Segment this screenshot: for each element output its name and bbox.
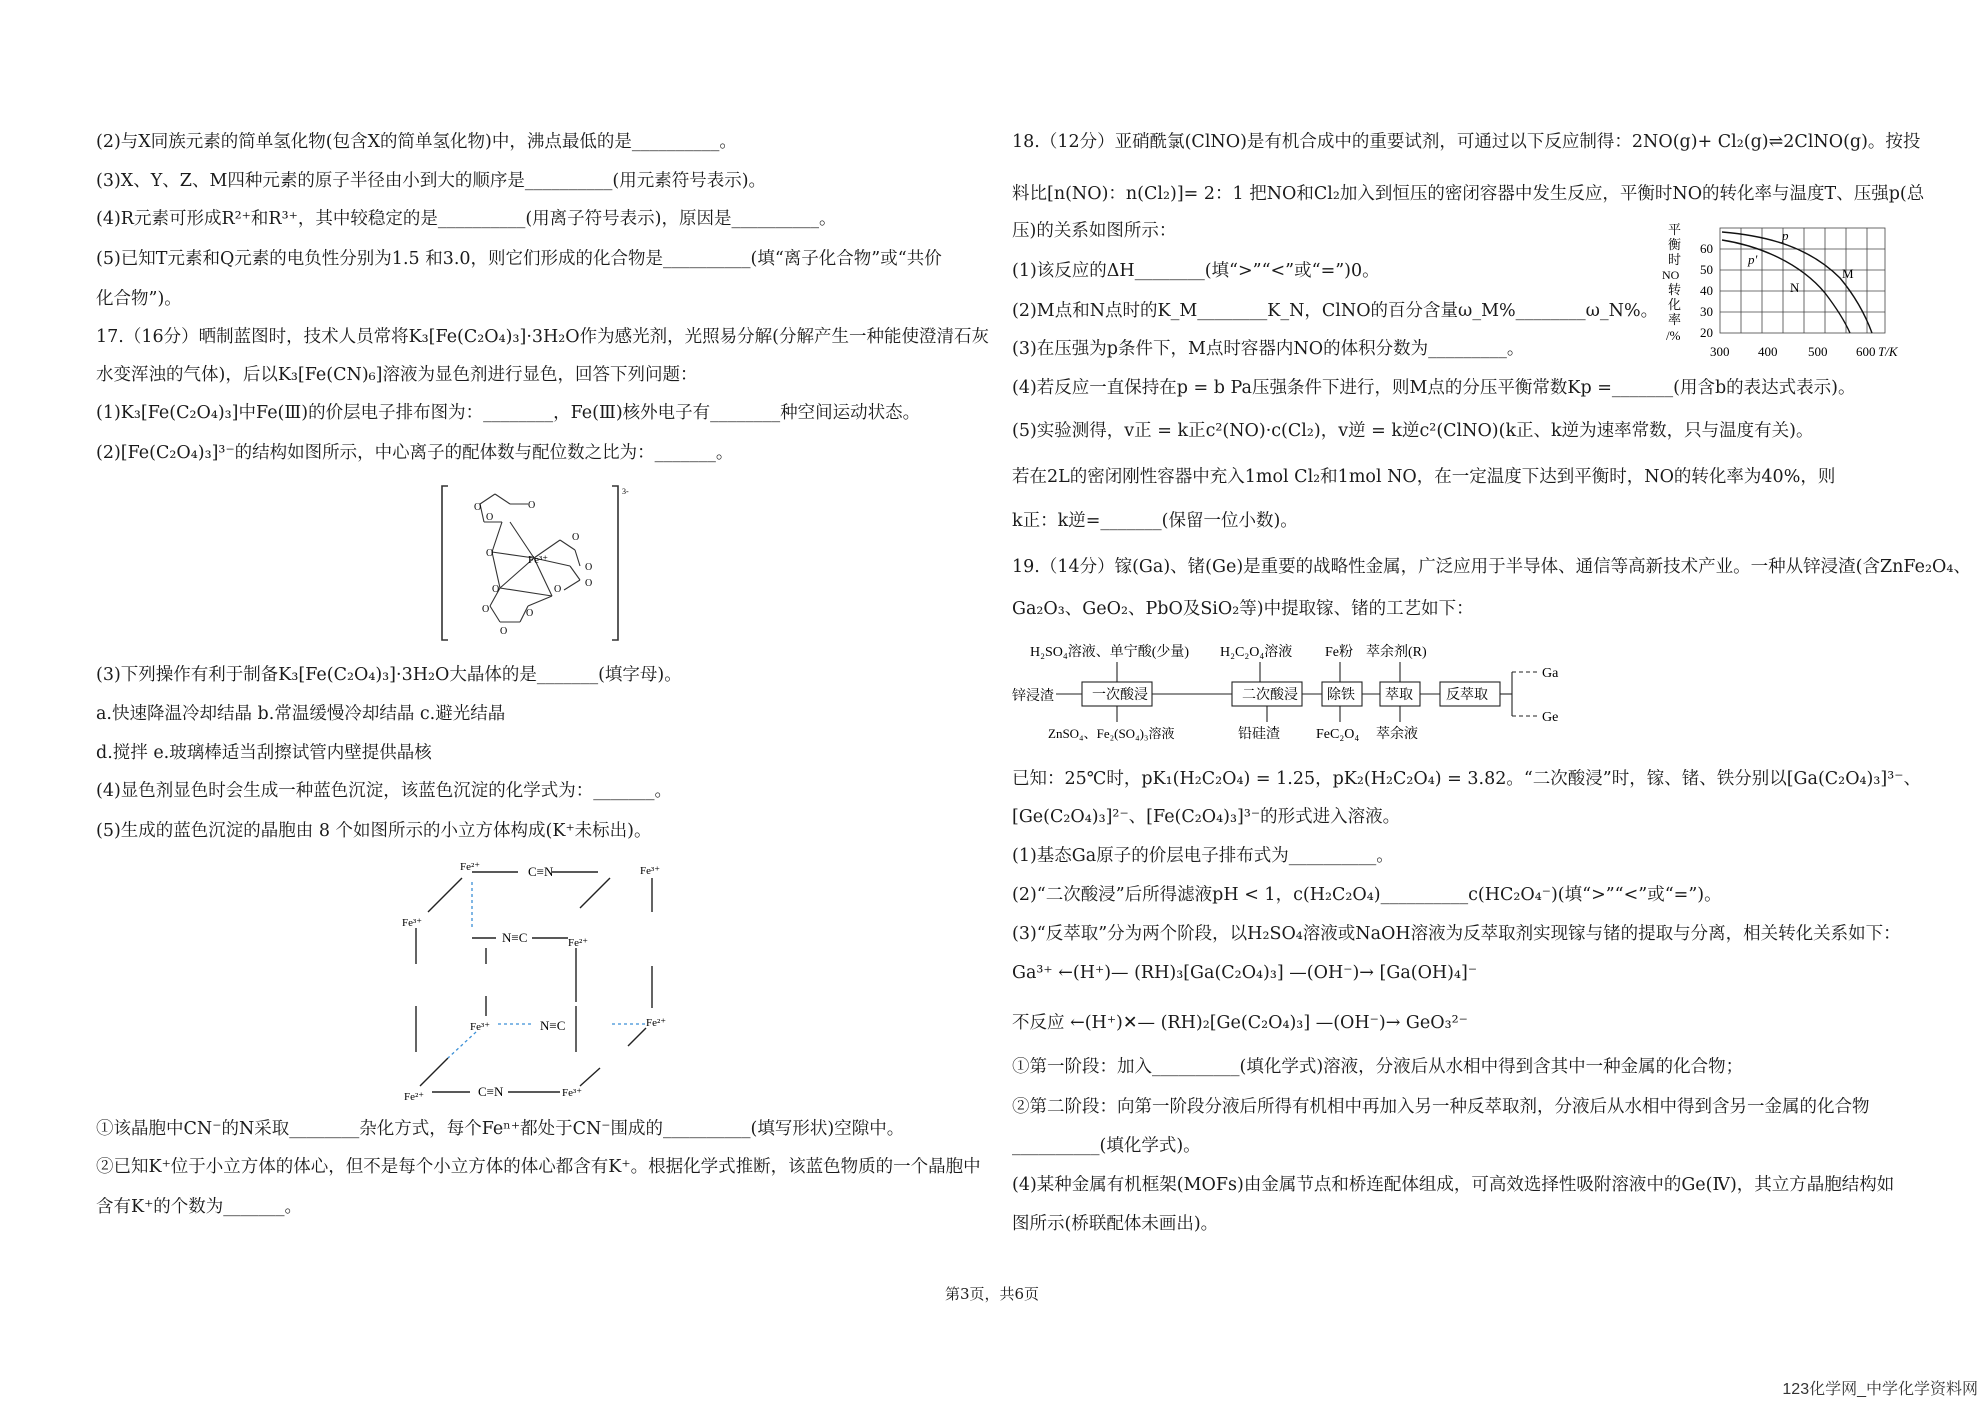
q18-stem-line1: 18.（12分）亚硝酰氯(ClNO)是有机合成中的重要试剂，可通过以下反应制得：2NO(g)+ Cl₂(g)⇌2ClNO(g)。按投 bbox=[1012, 132, 1921, 152]
chart-label-p2: p' bbox=[1748, 252, 1758, 267]
q17-stem-line2: 水变浑浊的气体)，后以K₃[Fe(CN)₆]溶液为显色剂进行显色，回答下列问题： bbox=[96, 365, 698, 385]
fe-oxalate-structure-figure bbox=[440, 480, 630, 645]
q16-part5-line2: 化合物”)。 bbox=[96, 289, 182, 309]
chart-label-n: N bbox=[1790, 280, 1800, 295]
crystal-cube-figure bbox=[390, 856, 690, 1106]
flow-top3: Fe粉 bbox=[1325, 645, 1353, 660]
q19-part4-line1: (4)某种金属有机框架(MOFs)由金属节点和桥连配体组成，可高效选择性吸附溶液中的Ge(Ⅳ)，其立方晶胞结构如 bbox=[1012, 1175, 1895, 1195]
fe2-ion: Fe²⁺ bbox=[460, 861, 481, 873]
chart-xtick: 400 bbox=[1758, 344, 1778, 359]
q17-part5: (5)生成的蓝色沉淀的晶胞由 8 个如图所示的小立方体构成(K⁺未标出)。 bbox=[96, 821, 652, 841]
q19-part3-stage1: ①第一阶段：加入__________(填化学式)溶液，分液后从水相中得到含其中一种金属的化合物； bbox=[1012, 1057, 1744, 1077]
fe3-ion: Fe³⁺ bbox=[562, 1087, 583, 1099]
o-atom: O bbox=[492, 584, 500, 595]
q17-part3-options1: a.快速降温冷却结晶 b.常温缓慢冷却结晶 c.避光结晶 bbox=[96, 704, 506, 724]
cn-ligand: C≡N bbox=[528, 864, 554, 879]
chart-xtick: 500 bbox=[1808, 344, 1828, 359]
o-atom: O bbox=[500, 626, 508, 637]
chart-ylabel-2: 衡 bbox=[1668, 237, 1682, 252]
q19-part3: (3)“反萃取”分为两个阶段，以H₂SO₄溶液或NaOH溶液为反萃取剂实现镓与锗的提取与分离，相关转化关系如下： bbox=[1012, 924, 1901, 944]
chart-ylabel-1: 平 bbox=[1668, 222, 1682, 237]
o-atom: O bbox=[585, 562, 593, 573]
chart-label-m: M bbox=[1842, 266, 1854, 281]
q19-part1: (1)基态Ga原子的价层电子排布式为__________。 bbox=[1012, 846, 1394, 866]
chart-ylabel-4: NO bbox=[1662, 268, 1680, 282]
q18-part1: (1)该反应的ΔH________(填“>”“<”或“=”)0。 bbox=[1012, 261, 1380, 281]
o-atom: O bbox=[528, 500, 536, 511]
q19-eq2: 不反应 ←(H⁺)✕— (RH)₂[Ge(C₂O₄)₃] —(OH⁻)→ GeO₃²⁻ bbox=[1012, 1013, 1468, 1033]
q16-part5-line1: (5)已知T元素和Q元素的电负性分别为1.5 和3.0，则它们形成的化合物是__________(填“离子化合物”或“共价 bbox=[96, 249, 942, 269]
chart-ylabel-6: 化 bbox=[1668, 297, 1682, 312]
q19-part3-stage2-line2: __________(填化学式)。 bbox=[1012, 1136, 1201, 1156]
q19-eq1: Ga³⁺ ←(H⁺)— (RH)₃[Ga(C₂O₄)₃] —(OH⁻)→ [Ga(OH)₄]⁻ bbox=[1012, 963, 1478, 983]
chart-xunit: T/K bbox=[1878, 344, 1898, 359]
q19-known-line1: 已知：25℃时，pK₁(H₂C₂O₄) = 1.25，pK₂(H₂C₂O₄) = 3.82。“二次酸浸”时，镓、锗、铁分别以[Ga(C₂O₄)₃]³⁻、 bbox=[1012, 769, 1921, 789]
flow-box5-label: 反萃取 bbox=[1446, 688, 1488, 703]
fe2-ion: Fe²⁺ bbox=[568, 937, 589, 949]
q19-stem-line1: 19.（14分）镓(Ga)、锗(Ge)是重要的战略性金属，广泛应用于半导体、通信等高新技术产业。一种从锌浸渣(含ZnFe₂O₄、 bbox=[1012, 557, 1971, 577]
flow-bot2: 铅硅渣 bbox=[1238, 727, 1280, 742]
q19-part3-stage2-line1: ②第二阶段：向第一阶段分液后所得有机相中再加入另一种反萃取剂，分液后从水相中得到含另一金属的化合物 bbox=[1012, 1097, 1870, 1117]
q19-part4-line2: 图所示(桥联配体未画出)。 bbox=[1012, 1214, 1219, 1234]
o-atom: O bbox=[486, 548, 494, 559]
fe2-ion: Fe²⁺ bbox=[404, 1091, 425, 1103]
q18-part5-line3: k正：k逆=_______(保留一位小数)。 bbox=[1012, 511, 1298, 531]
chart-xtick: 600 bbox=[1856, 344, 1876, 359]
cn-ligand: C≡N bbox=[478, 1084, 504, 1099]
q18-part4: (4)若反应一直保持在p = b Pa压强条件下进行，则M点的分压平衡常数Kp =_______(用含b的表达式表示)。 bbox=[1012, 378, 1856, 398]
flow-box4-label: 萃取 bbox=[1385, 688, 1413, 703]
flow-top2: H₂C₂O₄溶液 bbox=[1220, 645, 1293, 660]
q16-part3: (3)X、Y、Z、M四种元素的原子半径由小到大的顺序是__________(用元素符号表示)。 bbox=[96, 171, 767, 191]
flow-start: 锌浸渣 bbox=[1012, 689, 1054, 704]
chart-ytick: 20 bbox=[1700, 325, 1713, 340]
fe2-ion: Fe²⁺ bbox=[646, 1017, 667, 1029]
q18-stem-line2: 料比[n(NO)：n(Cl₂)]= 2：1 把NO和Cl₂加入到恒压的密闭容器中发生反应，平衡时NO的转化率与温度T、压强p(总 bbox=[1012, 184, 1925, 204]
q18-part5-line2: 若在2L的密闭刚性容器中充入1mol Cl₂和1mol NO，在一定温度下达到平衡时，NO的转化率为40%，则 bbox=[1012, 467, 1836, 487]
chart-ytick: 40 bbox=[1700, 283, 1713, 298]
flow-bot1: ZnSO₄、Fe₂(SO₄)₃溶液 bbox=[1048, 726, 1175, 741]
fe3-center: Fe³⁺ bbox=[528, 554, 549, 566]
chart-ylabel-5: 转 bbox=[1668, 282, 1682, 297]
flow-out-ga: Ga bbox=[1542, 666, 1559, 681]
page-footer: 第3页，共6页 bbox=[944, 1285, 1040, 1303]
q17-part5-sub2-line2: 含有K⁺的个数为_______。 bbox=[96, 1197, 303, 1217]
no-conversion-chart bbox=[1660, 218, 1900, 368]
q17-part3-options2: d.搅拌 e.玻璃棒适当刮擦试管内壁提供晶核 bbox=[96, 743, 432, 763]
chart-ylabel-8: /% bbox=[1666, 328, 1681, 343]
chart-label-p: p bbox=[1782, 228, 1789, 243]
chart-xtick: 300 bbox=[1710, 344, 1730, 359]
q17-part5-sub1: ①该晶胞中CN⁻的N采取________杂化方式，每个Feⁿ⁺都处于CN⁻围成的__________(填写形状)空隙中。 bbox=[96, 1119, 905, 1139]
chart-ylabel-7: 率 bbox=[1668, 312, 1682, 327]
q16-part2: (2)与X同族元素的简单氢化物(包含X的简单氢化物)中，沸点最低的是__________。 bbox=[96, 132, 737, 152]
o-atom: O bbox=[554, 584, 562, 595]
o-atom: O bbox=[482, 604, 490, 615]
chart-ytick: 30 bbox=[1700, 304, 1713, 319]
flow-top4: 萃余剂(R) bbox=[1366, 645, 1427, 660]
flow-top1: H₂SO₄溶液、单宁酸(少量) bbox=[1030, 645, 1190, 660]
watermark: 123化学网_中学化学资料网 bbox=[1782, 1381, 1978, 1398]
q18-part5: (5)实验测得，v正 = k正c²(NO)·c(Cl₂)，v逆 = k逆c²(ClNO)(k正、k逆为速率常数，只与温度有关)。 bbox=[1012, 421, 1814, 441]
flow-box3-label: 除铁 bbox=[1327, 688, 1355, 703]
process-flow-diagram bbox=[1010, 636, 1880, 756]
q17-part1: (1)K₃[Fe(C₂O₄)₃]中Fe(Ⅲ)的价层电子排布图为：________，Fe(Ⅲ)核外电子有________种空间运动状态。 bbox=[96, 403, 921, 423]
chart-ylabel-3: 时 bbox=[1668, 252, 1682, 267]
nc-ligand: N≡C bbox=[502, 930, 528, 945]
q18-part3: (3)在压强为p条件下，M点时容器内NO的体积分数为_________。 bbox=[1012, 339, 1525, 359]
chart-ytick: 60 bbox=[1700, 241, 1713, 256]
q17-stem-line1: 17.（16分）晒制蓝图时，技术人员常将K₃[Fe(C₂O₄)₃]·3H₂O作为感光剂，光照易分解(分解产生一种能使澄清石灰 bbox=[96, 327, 989, 347]
flow-box1-label: 一次酸浸 bbox=[1092, 688, 1148, 703]
fe3-ion: Fe³⁺ bbox=[470, 1021, 491, 1033]
q18-part2: (2)M点和N点时的K_M________K_N，ClNO的百分含量ω_M%________ω_N%。 bbox=[1012, 301, 1659, 321]
q19-known-line2: [Ge(C₂O₄)₃]²⁻、[Fe(C₂O₄)₃]³⁻的形式进入溶液。 bbox=[1012, 807, 1401, 827]
nc-ligand: N≡C bbox=[540, 1018, 566, 1033]
o-atom: O bbox=[486, 512, 494, 523]
fe3-ion: Fe³⁺ bbox=[402, 917, 423, 929]
chart-ytick: 50 bbox=[1700, 262, 1713, 277]
flow-bot3: FeC₂O₄ bbox=[1316, 727, 1360, 742]
q19-part2: (2)“二次酸浸”后所得滤液pH < 1，c(H₂C₂O₄)__________c(HC₂O₄⁻)(填“>”“<”或“=”)。 bbox=[1012, 885, 1722, 905]
q17-part2: (2)[Fe(C₂O₄)₃]³⁻的结构如图所示，中心离子的配体数与配位数之比为：_______。 bbox=[96, 443, 734, 463]
q18-stem-line3: 压)的关系如图所示： bbox=[1012, 221, 1177, 241]
o-atom: O bbox=[526, 608, 534, 619]
flow-out-ge: Ge bbox=[1542, 710, 1559, 725]
o-atom: O bbox=[474, 502, 482, 513]
q17-part3: (3)下列操作有利于制备K₃[Fe(C₂O₄)₃]·3H₂O大晶体的是_______(填字母)。 bbox=[96, 665, 682, 685]
q19-stem-line2: Ga₂O₃、GeO₂、PbO及SiO₂等)中提取镓、锗的工艺如下： bbox=[1012, 599, 1474, 619]
o-atom: O bbox=[585, 578, 593, 589]
fe3-ion: Fe³⁺ bbox=[640, 865, 661, 877]
q17-part5-sub2-line1: ②已知K⁺位于小立方体的体心，但不是每个小立方体的体心都含有K⁺。根据化学式推断，该蓝色物质的一个晶胞中 bbox=[96, 1157, 981, 1177]
q17-part4: (4)显色剂显色时会生成一种蓝色沉淀，该蓝色沉淀的化学式为：_______。 bbox=[96, 781, 673, 801]
complex-charge: 3- bbox=[622, 487, 629, 496]
flow-bot4: 萃余液 bbox=[1376, 727, 1418, 742]
q16-part4: (4)R元素可形成R²⁺和R³⁺，其中较稳定的是__________(用离子符号表示)，原因是__________。 bbox=[96, 209, 837, 229]
flow-box2-label: 二次酸浸 bbox=[1242, 688, 1298, 703]
o-atom: O bbox=[572, 532, 580, 543]
